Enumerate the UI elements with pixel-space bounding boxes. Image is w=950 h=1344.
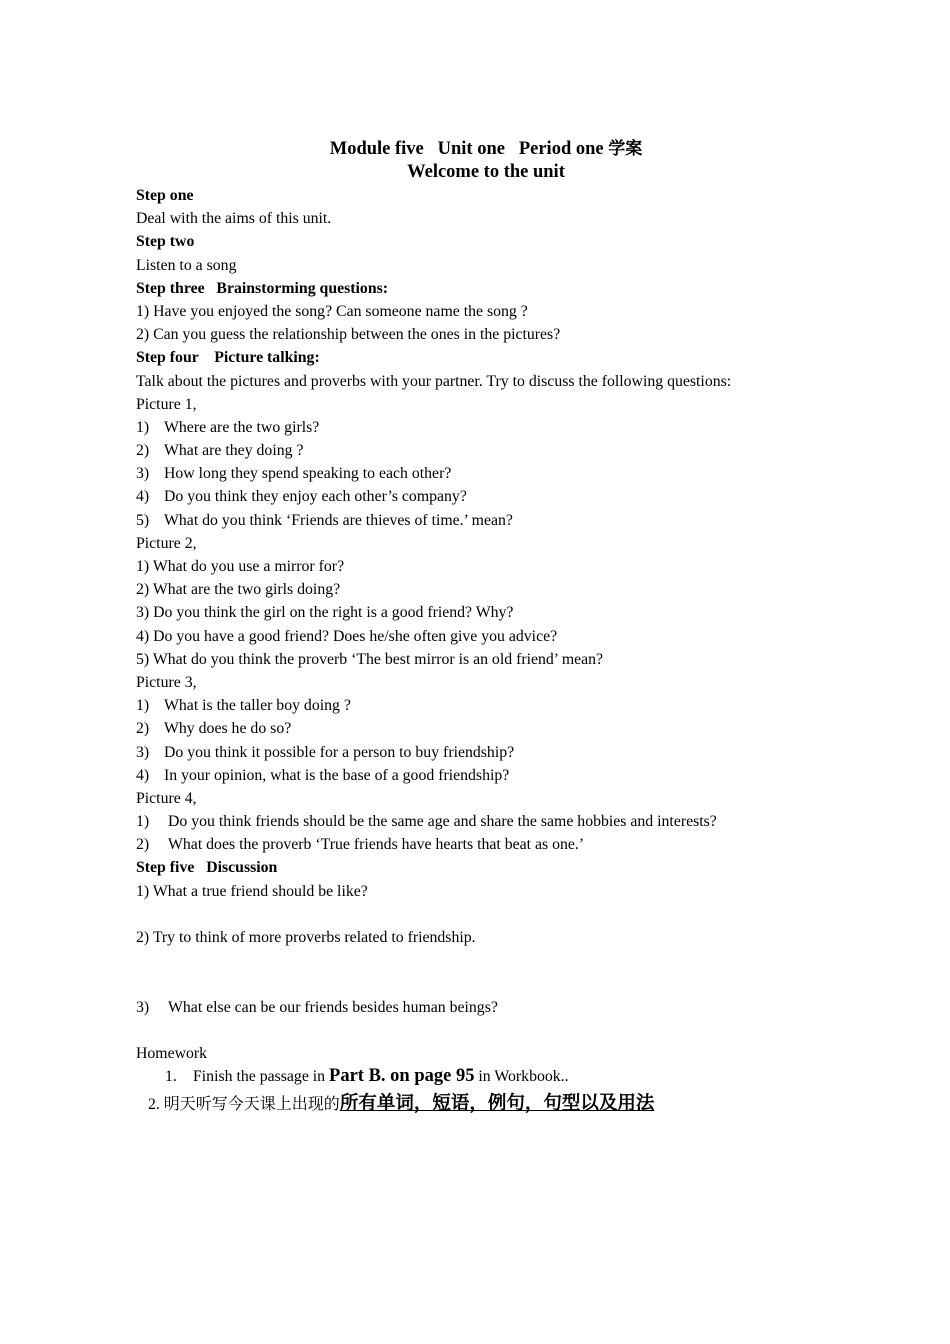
list-item <box>136 833 836 856</box>
step-three-question: 1) Have you enjoyed the song? Can someone name the song ? <box>136 302 528 320</box>
list-text: Do you think they enjoy each other’s company? <box>164 488 467 506</box>
list-item: 4) Do you have a good friend? Does he/she often give you advice? <box>136 627 558 645</box>
list-item <box>136 741 836 764</box>
step-three-heading: Step three Brainstorming questions: <box>136 279 389 297</box>
step-two-text: Listen to a song <box>136 256 237 274</box>
picture-2-label: Picture 2, <box>136 534 197 552</box>
list-text: What do you think ‘Friends are thieves of time.’ mean? <box>164 511 513 529</box>
homework-text: 明天听写今天课上出现的 <box>163 1094 340 1113</box>
step-three-question: 2) Can you guess the relationship between the ones in the pictures? <box>136 326 561 344</box>
list-text: What else can be our friends besides human beings? <box>168 998 498 1016</box>
list-text: In your opinion, what is the base of a good friendship? <box>164 766 510 784</box>
list-number: 3) <box>136 998 150 1016</box>
picture-1-label: Picture 1, <box>136 395 197 413</box>
list-number: 2) <box>136 442 150 460</box>
list-text: Why does he do so? <box>164 720 292 738</box>
document-body <box>136 184 836 1065</box>
step-five-heading: Step five Discussion <box>136 859 278 877</box>
list-item <box>136 485 836 508</box>
step-one-text: Deal with the aims of this unit. <box>136 210 332 228</box>
list-item <box>136 462 836 485</box>
homework-item <box>148 1089 654 1115</box>
list-number: 1) <box>136 697 150 715</box>
list-item <box>136 694 836 717</box>
list-number: 4) <box>136 488 150 506</box>
homework-emphasis: Part B. on page 95 <box>329 1066 475 1086</box>
list-item: 1) What do you use a mirror for? <box>136 558 345 575</box>
list-number: 1) <box>136 418 150 436</box>
list-number: 5) <box>136 511 150 529</box>
step-four-heading: Step four Picture talking: <box>136 349 320 367</box>
list-number: 2) <box>136 836 150 854</box>
step-five-question: 1) What a true friend should be like? <box>136 882 368 900</box>
list-item <box>136 509 836 532</box>
list-item <box>136 416 836 439</box>
homework-text: Finish the passage in <box>193 1068 330 1085</box>
homework-emphasis: 所有单词，短语，例句，句型以及用法 <box>339 1093 655 1114</box>
list-number: 4) <box>136 766 150 784</box>
list-item: 3) Do you think the girl on the right is a good friend? Why? <box>136 604 514 622</box>
homework-item <box>165 1066 569 1087</box>
step-two-heading: Step two <box>136 233 195 251</box>
list-item <box>136 439 836 462</box>
step-five-question: 2) Try to think of more proverbs related to friendship. <box>136 929 476 946</box>
step-one-heading: Step one <box>136 187 194 204</box>
list-number: 1) <box>136 813 150 831</box>
list-text: Do you think it possible for a person to buy friendship? <box>164 743 515 761</box>
homework-text: in Workbook.. <box>474 1068 569 1085</box>
list-text: Where are the two girls? <box>164 418 320 436</box>
list-item <box>136 764 836 787</box>
list-item: 2) What are the two girls doing? <box>136 581 341 599</box>
title-chinese: 学案 <box>608 139 643 159</box>
list-number: 3) <box>136 465 150 483</box>
list-text: What does the proverb ‘True friends have hearts that beat as one.’ <box>168 836 585 854</box>
step-five-question <box>136 996 836 1019</box>
list-number: 1. <box>165 1068 177 1085</box>
spacer <box>136 949 836 995</box>
list-number: 3) <box>136 743 150 761</box>
homework-heading: Homework <box>136 1044 208 1062</box>
list-text: How long they spend speaking to each other? <box>164 465 452 483</box>
list-text: What are they doing ? <box>164 442 304 460</box>
step-four-intro: Talk about the pictures and proverbs with your partner. Try to discuss the following questions: <box>136 372 732 390</box>
list-item <box>136 810 836 833</box>
page-subtitle: Welcome to the unit <box>407 162 565 182</box>
list-number: 2. <box>148 1096 164 1113</box>
picture-3-label: Picture 3, <box>136 673 197 691</box>
title-english: Module five Unit one Period one <box>329 139 609 159</box>
list-item: 5) What do you think the proverb ‘The best mirror is an old friend’ mean? <box>136 650 604 668</box>
page-title <box>136 137 836 161</box>
list-number: 2) <box>136 720 150 738</box>
picture-4-label: Picture 4, <box>136 789 197 807</box>
list-text: Do you think friends should be the same age and share the same hobbies and interests? <box>168 813 717 831</box>
spacer <box>136 903 836 926</box>
list-text: What is the taller boy doing ? <box>164 697 351 715</box>
list-item <box>136 717 836 740</box>
spacer <box>136 1019 836 1042</box>
